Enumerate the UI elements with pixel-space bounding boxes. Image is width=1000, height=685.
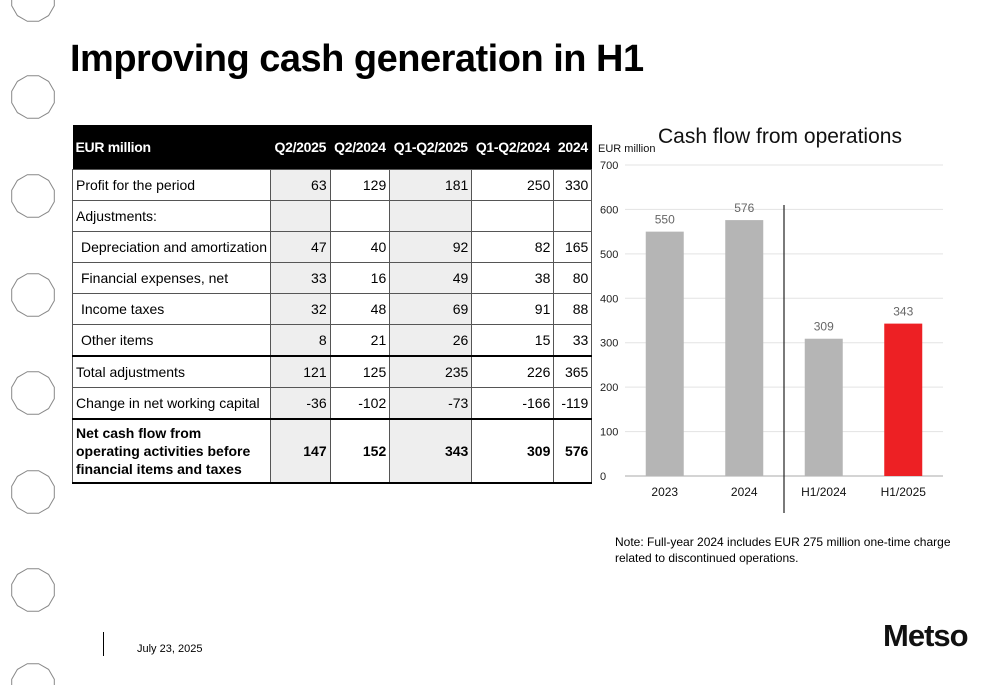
table-cell: 47: [271, 232, 331, 263]
x-tick-label: H1/2024: [801, 485, 847, 499]
decorative-outline-shape: [12, 274, 55, 317]
y-tick-label: 500: [600, 248, 619, 261]
bar-value-label: 576: [734, 201, 755, 216]
table-cell: 92: [390, 232, 472, 263]
chart-title: Cash flow from operations: [658, 125, 902, 148]
decorative-outline-shape: [12, 175, 55, 218]
table-cell: -166: [472, 388, 554, 420]
decorative-outline-shapes: [0, 0, 60, 685]
bar: [805, 339, 843, 476]
decorative-outline-shape: [12, 471, 55, 514]
bar: [725, 220, 763, 476]
table-cell: 343: [390, 419, 472, 483]
bar-value-label: 343: [893, 304, 914, 319]
bar-value-label: 550: [654, 212, 675, 227]
decorative-outline-shape: [12, 664, 55, 685]
table-cell: 32: [271, 294, 331, 325]
table-cell: 91: [472, 294, 554, 325]
row-label: Income taxes: [73, 294, 271, 325]
table-cell: [330, 201, 390, 232]
decorative-outline-shape: [12, 0, 55, 21]
footer-divider: [103, 632, 104, 656]
table-cell: -73: [390, 388, 472, 420]
table-cell: [472, 201, 554, 232]
decorative-outline-shape: [12, 569, 55, 612]
table-cell: [271, 201, 331, 232]
row-label: Change in net working capital: [73, 388, 271, 420]
row-label: Other items: [73, 325, 271, 357]
table-cell: 129: [330, 170, 390, 201]
bar: [884, 324, 922, 476]
y-tick-label: 700: [600, 160, 619, 172]
y-tick-label: 400: [600, 293, 619, 306]
table-cell: 152: [330, 419, 390, 483]
table-cell: 49: [390, 263, 472, 294]
table-cell: -36: [271, 388, 331, 420]
metso-logo: Metso: [883, 618, 968, 653]
table-cell: [554, 201, 592, 232]
y-tick-label: 300: [600, 337, 619, 350]
chart-y-axis-label: EUR million: [598, 143, 656, 155]
row-label: Total adjustments: [73, 356, 271, 388]
row-label: Adjustments:: [73, 201, 271, 232]
table-cell: [390, 201, 472, 232]
table-cell: 181: [390, 170, 472, 201]
decorative-outline-shape: [12, 76, 55, 119]
row-adjustments: [73, 201, 592, 232]
row-total-adjustments: [73, 356, 592, 388]
bar-value-label: 309: [813, 319, 834, 334]
header-eur-million: EUR million: [73, 125, 271, 170]
table-cell: 82: [472, 232, 554, 263]
row-profit: [73, 170, 592, 201]
table-cell: 16: [330, 263, 390, 294]
table-cell: 250: [472, 170, 554, 201]
x-tick-label: 2023: [651, 485, 679, 499]
table-cell: 576: [554, 419, 592, 483]
page-title: Improving cash generation in H1: [70, 38, 644, 80]
row-label: Net cash flow from operating activities before financial items and taxes: [73, 419, 271, 483]
table-cell: 226: [472, 356, 554, 388]
table-cell: 69: [390, 294, 472, 325]
cash-flow-table: [72, 125, 592, 484]
table-cell: 365: [554, 356, 592, 388]
header-q1-q2-2025: Q1-Q2/2025: [390, 125, 472, 170]
bar: [646, 232, 684, 476]
header-2024: 2024: [554, 125, 592, 170]
y-tick-label: 100: [600, 426, 619, 439]
table-cell: 26: [390, 325, 472, 357]
y-tick-label: 600: [600, 204, 619, 217]
decorative-outline-shape: [12, 372, 55, 415]
row-other-items: [73, 325, 592, 357]
x-tick-label: 2024: [730, 485, 758, 499]
table-cell: 21: [330, 325, 390, 357]
row-income-taxes: [73, 294, 592, 325]
y-tick-label: 200: [600, 382, 619, 395]
table-cell: 330: [554, 170, 592, 201]
table-cell: 33: [554, 325, 592, 357]
row-change-nwc: [73, 388, 592, 420]
table-cell: -119: [554, 388, 592, 420]
header-q1-q2-2024: Q1-Q2/2024: [472, 125, 554, 170]
row-label: Financial expenses, net: [73, 263, 271, 294]
table-cell: 80: [554, 263, 592, 294]
table-cell: 147: [271, 419, 331, 483]
table-cell: 63: [271, 170, 331, 201]
table-cell: 48: [330, 294, 390, 325]
x-tick-label: H1/2025: [880, 485, 926, 499]
table-cell: 8: [271, 325, 331, 357]
y-tick-label: 0: [600, 471, 607, 483]
table-cell: 38: [472, 263, 554, 294]
table-cell: -102: [330, 388, 390, 420]
row-label: Profit for the period: [73, 170, 271, 201]
table-cell: 40: [330, 232, 390, 263]
row-financial-expenses: [73, 263, 592, 294]
footer-date: July 23, 2025: [137, 643, 203, 655]
row-label: Depreciation and amortization: [73, 232, 271, 263]
row-depreciation: [73, 232, 592, 263]
header-q2-2025: Q2/2025: [271, 125, 331, 170]
table-cell: 165: [554, 232, 592, 263]
table-cell: 235: [390, 356, 472, 388]
table-cell: 88: [554, 294, 592, 325]
table-cell: 125: [330, 356, 390, 388]
table-cell: 33: [271, 263, 331, 294]
table-cell: 309: [472, 419, 554, 483]
cash-flow-chart: [590, 118, 950, 518]
table-cell: 15: [472, 325, 554, 357]
footnote: Note: Full-year 2024 includes EUR 275 million one-time charge related to discontinued operations.: [615, 535, 951, 565]
header-q2-2024: Q2/2024: [330, 125, 390, 170]
row-net-cash-flow: [73, 419, 592, 483]
table-cell: 121: [271, 356, 331, 388]
table-header-row: [73, 125, 592, 170]
